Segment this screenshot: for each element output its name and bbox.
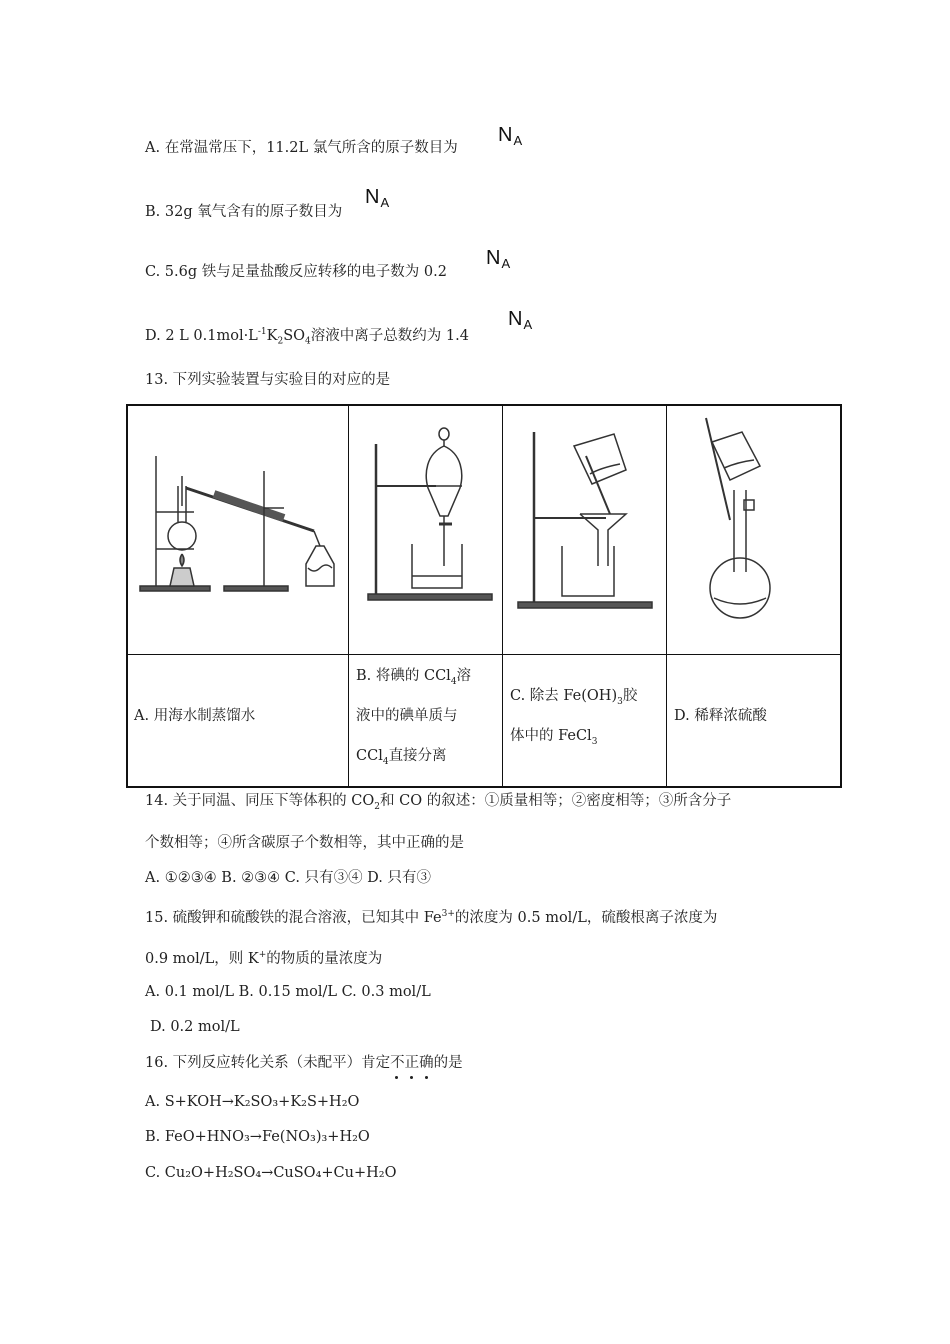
q15-option-d: D. 0.2 mol/L [150,1019,240,1035]
q14-options: A. ①②③④ B. ②③④ C. 只有③④ D. 只有③ [145,870,432,886]
q16-stem: 16. 下列反应转化关系（未配平）肯定不正确 的是 [145,1053,463,1073]
q16-option-a: A. S+KOH→K₂SO₃+K₂S+H₂O [145,1094,360,1110]
na-symbol: NA [498,124,523,148]
cell-c-caption: C. 除去 $Fe(OH)_3$胶 [510,688,638,707]
q15-options: A. 0.1 mol/L B. 0.15 mol/L C. 0.3 mol/L [145,984,431,1000]
volumetric-flask-image [672,412,840,622]
cell-a-caption: A. 用海水制蒸馏水 [134,708,256,724]
cell-b-caption: CCl$_4$直接分离 [356,748,447,767]
separatory-funnel-image [356,416,496,606]
q16-option-c: C. Cu₂O+H₂SO₄→CuSO₄+Cu+H₂O [145,1165,397,1181]
q15-stem: 0.9 mol/L，则 K+的物质的量浓度为 [145,950,383,967]
cell-c-caption: 体中的 FeCl$_3$ [510,728,598,747]
distillation-apparatus-image [134,446,344,596]
emphasis-text: 不正确 [390,1053,434,1073]
q12-option-d: D. 2 L $0.1mol\cdot L^{-1}K_2SO_4$溶液中离子总数约为 1.4 [145,327,469,347]
q15-stem: 15. 硫酸钾和硫酸铁的混合溶液，已知其中 $Fe^{3+}$的浓度为 0.5 mol/L，硫酸根离子浓度为 [145,909,718,926]
q12-option-b: B. 32g 氧气含有的原子数目为 [145,204,343,220]
q12-option-c: C. 5.6g 铁与足量盐酸反应转移的电子数为 0.2 [145,264,447,280]
q13-stem: 13. 下列实验装置与实验目的对应的是 [145,372,391,388]
apparatus-table [126,404,842,788]
q14-stem: 14. 关于同温、同压下等体积的 $CO_2$和 CO 的叙述：①质量相等；②密度相等；③所含分子 [145,793,732,812]
q12-option-a: A. 在常温常压下，11.2L 氯气所含的原子数目为 [145,140,458,156]
filtration-apparatus-image [510,416,660,616]
na-symbol: NA [508,308,533,332]
q16-option-b: B. FeO+HNO₃→Fe(NO₃)₃+H₂O [145,1129,370,1145]
cell-b-caption: 液中的碘单质与 [356,708,458,724]
q14-stem: 个数相等；④所含碳原子个数相等，其中正确的是 [145,835,464,851]
na-symbol: NA [365,186,390,210]
na-symbol: NA [486,247,511,271]
cell-b-caption: B. 将碘的 CCl$_4$溶 [356,668,472,687]
cell-d-caption: D. 稀释浓硫酸 [674,708,767,724]
